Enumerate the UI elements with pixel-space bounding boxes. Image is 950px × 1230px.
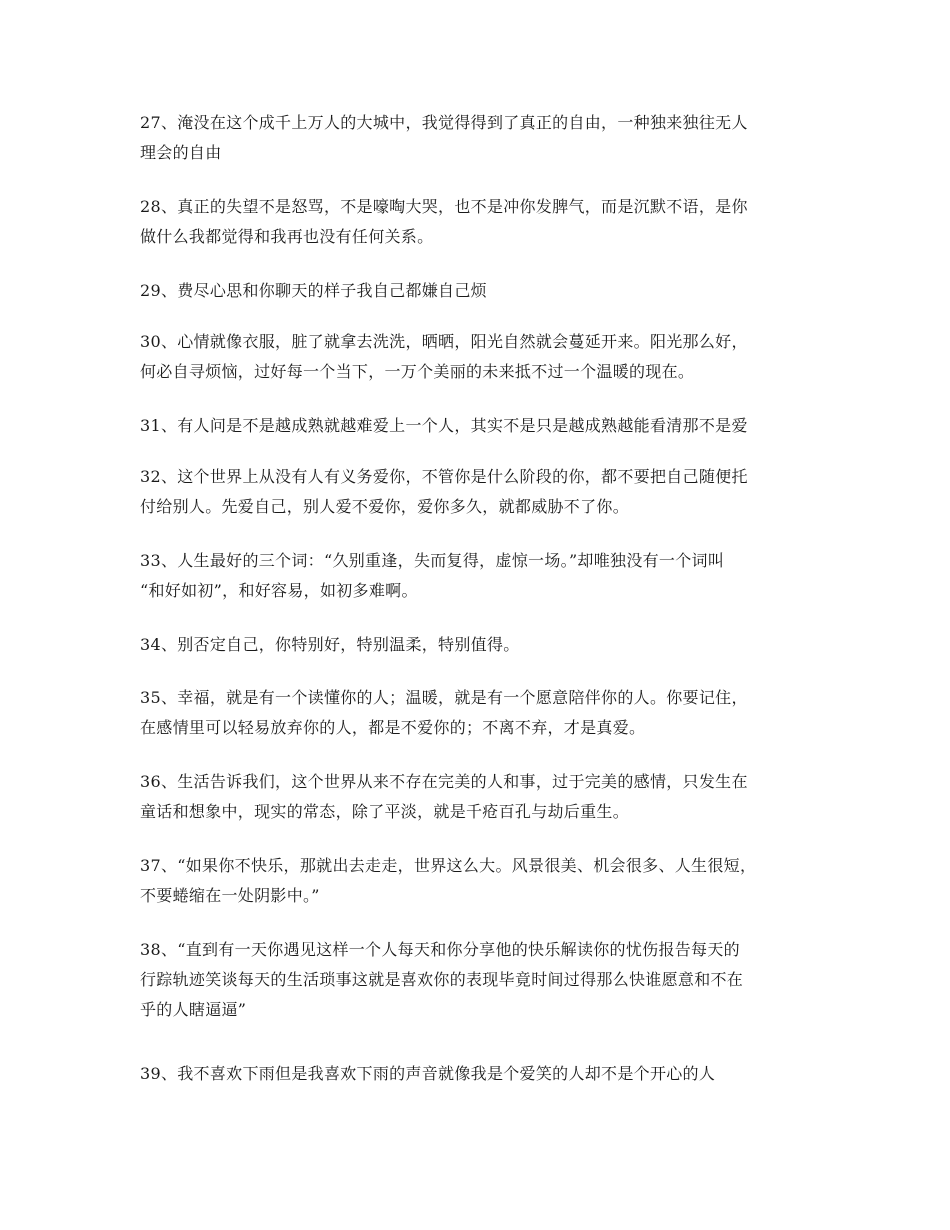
paragraph-line: 27、淹没在这个成千上万人的大城中，我觉得得到了真正的自由，一种独来独往无人 [140, 113, 748, 132]
paragraph-line: 不要蜷缩在一处阴影中。” [140, 886, 320, 905]
paragraph-29 [140, 276, 840, 306]
paragraph-line: 29、费尽心思和你聊天的样子我自己都嫌自己烦 [140, 281, 487, 300]
paragraph-line: 理会的自由 [140, 143, 222, 162]
paragraph-39 [140, 1059, 840, 1089]
paragraph-line: 童话和想象中，现实的常态，除了平淡，就是千疮百孔与劫后重生。 [140, 802, 630, 821]
paragraph-37 [140, 851, 840, 911]
paragraph-31 [140, 411, 840, 441]
paragraph-line: 乎的人瞎逼逼” [140, 1000, 247, 1019]
paragraph-line: 37、“如果你不快乐，那就出去走走，世界这么大。风景很美、机会很多、人生很短， [140, 856, 757, 875]
paragraph-32 [140, 462, 840, 522]
paragraph-33 [140, 546, 840, 606]
paragraph-line: 32、这个世界上从没有人有义务爱你，不管你是什么阶段的你，都不要把自己随便托 [140, 467, 748, 486]
paragraph-line: 38、“直到有一天你遇见这样一个人每天和你分享他的快乐解读你的忧伤报告每天的 [140, 940, 740, 959]
paragraph-30 [140, 327, 840, 387]
paragraph-36 [140, 767, 840, 827]
paragraph-line: 在感情里可以轻易放弃你的人，都是不爱你的；不离不弃，才是真爱。 [140, 718, 646, 737]
paragraph-34 [140, 630, 840, 660]
paragraph-line: 何必自寻烦恼，过好每一个当下，一万个美丽的未来抵不过一个温暖的现在。 [140, 362, 695, 381]
paragraph-line: “和好如初”，和好容易，如初多难啊。 [140, 581, 418, 600]
paragraph-line: 35、幸福，就是有一个读懂你的人；温暖，就是有一个愿意陪伴你的人。你要记住， [140, 688, 748, 707]
paragraph-line: 39、我不喜欢下雨但是我喜欢下雨的声音就像我是个爱笑的人却不是个开心的人 [140, 1064, 716, 1083]
paragraph-line: 行踪轨迹笑谈每天的生活琐事这就是喜欢你的表现毕竟时间过得那么快谁愿意和不在 [140, 970, 744, 989]
paragraph-line: 31、有人问是不是越成熟就越难爱上一个人，其实不是只是越成熟越能看清那不是爱 [140, 416, 748, 435]
paragraph-line: 做什么我都觉得和我再也没有任何关系。 [140, 227, 434, 246]
paragraph-line: 34、别否定自己，你特别好，特别温柔，特别值得。 [140, 635, 520, 654]
paragraph-line: 30、心情就像衣服，脏了就拿去洗洗，晒晒，阳光自然就会蔓延开来。阳光那么好， [140, 332, 748, 351]
paragraph-line: 28、真正的失望不是怒骂，不是嚎啕大哭，也不是冲你发脾气，而是沉默不语，是你 [140, 197, 748, 216]
paragraph-line: 33、人生最好的三个词：“久别重逢，失而复得，虚惊一场。”却唯独没有一个词叫 [140, 551, 725, 570]
paragraph-35 [140, 683, 840, 743]
paragraph-28 [140, 192, 840, 252]
paragraph-27 [140, 108, 840, 168]
paragraph-line: 36、生活告诉我们，这个世界从来不存在完美的人和事，过于完美的感情，只发生在 [140, 772, 748, 791]
paragraph-38 [140, 935, 840, 1025]
paragraph-line: 付给别人。先爱自己，别人爱不爱你，爱你多久，就都威胁不了你。 [140, 497, 630, 516]
